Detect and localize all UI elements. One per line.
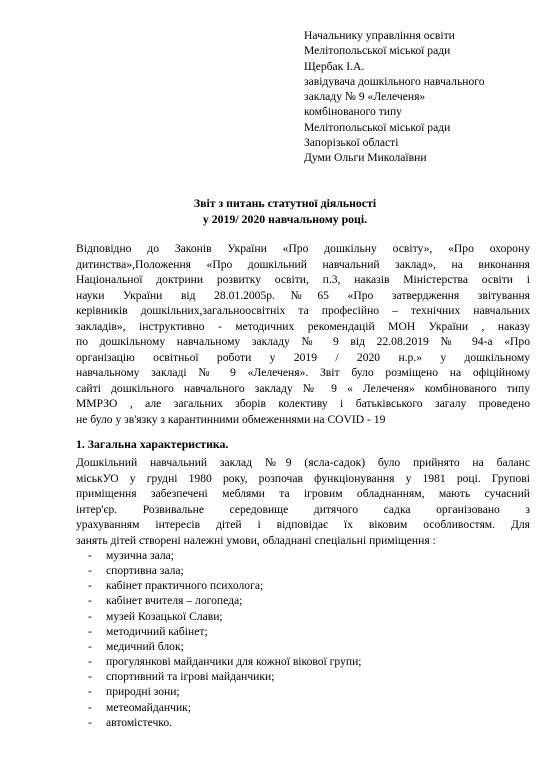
intro-line: дитинства»,Положення «Про дошкільний навчальний заклад», на виконання: [76, 257, 530, 271]
list-marker: -: [88, 594, 92, 608]
section-line: міськУО у грудні 1980 року, розпочав функціонування у 1981 році. Групові: [76, 471, 530, 485]
intro-line: навчальному закладі № 9 «Лелеченя». Звіт було розміщено на офіційному: [76, 366, 530, 379]
list-marker: -: [88, 624, 92, 638]
list-marker: -: [88, 564, 92, 578]
facilities-list: [88, 548, 362, 730]
list-item: [88, 684, 362, 699]
list-item-text: музична зала;: [106, 549, 174, 562]
intro-line: ММРЗО , але загальних зборів колективу і батьківського загалу проведено: [76, 397, 530, 410]
addressee-block: [304, 28, 544, 166]
list-item-text: методичний кабінет;: [106, 624, 208, 638]
list-item-text: спортивна зала;: [106, 564, 184, 578]
list-marker: -: [88, 639, 92, 653]
list-marker: -: [88, 549, 92, 562]
report-title: [120, 196, 450, 227]
intro-line: Національної доктрини розвитку освіти, п.3, наказів Міністерства освіти і: [76, 273, 530, 286]
addressee-line: Мелітопольської міської ради: [304, 44, 451, 58]
list-item-text: кабінет вчителя – логопеда;: [106, 594, 243, 608]
list-item-text: кабінет практичного психолога;: [106, 579, 264, 593]
intro-line: сайті дошкільного навчального закладу № 9 « Лелеченя» комбінованого типу: [76, 381, 530, 395]
addressee-line: Начальнику управління освіти: [304, 29, 455, 42]
list-item: [88, 609, 362, 624]
list-item: [88, 715, 362, 730]
intro-line: керівників дошкільних,загальноосвітніх та професійно – технічних навчальних: [76, 304, 530, 317]
list-item-text: автомістечко.: [106, 715, 173, 729]
addressee-line: комбінованого типу: [304, 105, 402, 119]
list-marker: -: [88, 670, 92, 684]
intro-line: не було у зв'язку з карантинними обмеженнями на COVID - 19: [76, 412, 386, 426]
section-line: занять дітей створені належні умови, обладнані спеціальні приміщення :: [76, 533, 436, 547]
addressee-line: Мелітопольської міської ради: [304, 120, 451, 134]
list-marker: -: [88, 579, 92, 593]
section-line: урахуванням інтересів дітей і відповідає їх віковим особливостям. Для: [76, 518, 530, 532]
section-heading: 1. Загальна характеристика.: [76, 437, 229, 451]
report-title-line-2: у 2019/ 2020 навчальному році.: [202, 211, 368, 226]
section-line: приміщення забезпечені меблями та ігровим обладнанням, мають сучасний: [76, 487, 530, 501]
section-line: інтер'єр. Розвивальне середовище дитячого садка організовано з: [76, 502, 530, 516]
list-item-text: природні зони;: [106, 685, 180, 699]
list-marker: -: [88, 655, 92, 669]
list-item-text: метеомайданчик;: [106, 700, 192, 714]
section-paragraph: [76, 455, 530, 549]
intro-line: науки України від 28.01.2005р.№65 «Про затвердження звітування: [76, 288, 530, 302]
list-item: [88, 700, 362, 715]
addressee-line: Думи Ольги Миколаївни: [304, 151, 427, 165]
list-marker: -: [88, 685, 92, 699]
list-item-text: музей Козацької Слави;: [106, 609, 223, 623]
list-item: [88, 548, 362, 563]
intro-paragraph: [76, 241, 530, 427]
list-item: [88, 578, 362, 593]
intro-line: по дошкільному навчальному закладу № 9 від 22.08.2019 № 94-а «Про: [76, 335, 530, 348]
list-item: [88, 593, 362, 608]
list-item-text: прогулянкові майданчики для кожної вікової групи;: [106, 655, 362, 669]
addressee-line: закладу № 9 «Лелеченя»: [304, 90, 426, 104]
list-item: [88, 624, 362, 639]
list-item-text: медичний блок;: [106, 639, 184, 653]
list-item: [88, 654, 362, 669]
list-item-text: спортивний та ігрові майданчики;: [106, 670, 275, 684]
list-marker: -: [88, 715, 92, 729]
section-line: Дошкільний навчальний заклад №9 (ясла-садок) було прийнято на баланс: [76, 456, 530, 469]
addressee-line: Запорізької області: [304, 136, 399, 150]
intro-line: Відповідно до Законів України «Про дошкільну освіту», «Про охорону: [76, 242, 530, 255]
addressee-line: завідувача дошкільного навчального: [304, 74, 485, 88]
intro-line: закладів», інструктивно - методичних рекомендацій МОН України , наказу: [76, 319, 530, 333]
addressee-line: Щербак І.А.: [304, 59, 365, 73]
list-marker: -: [88, 609, 92, 623]
list-marker: -: [88, 700, 92, 714]
list-item: [88, 639, 362, 654]
list-item: [88, 563, 362, 578]
intro-line: організацію освітньої роботи у 2019 / 2020 н.р.» у дошкільному: [76, 350, 530, 364]
list-item: [88, 669, 362, 684]
report-title-line-1: Звіт з питань статутної діяльності: [193, 196, 377, 210]
